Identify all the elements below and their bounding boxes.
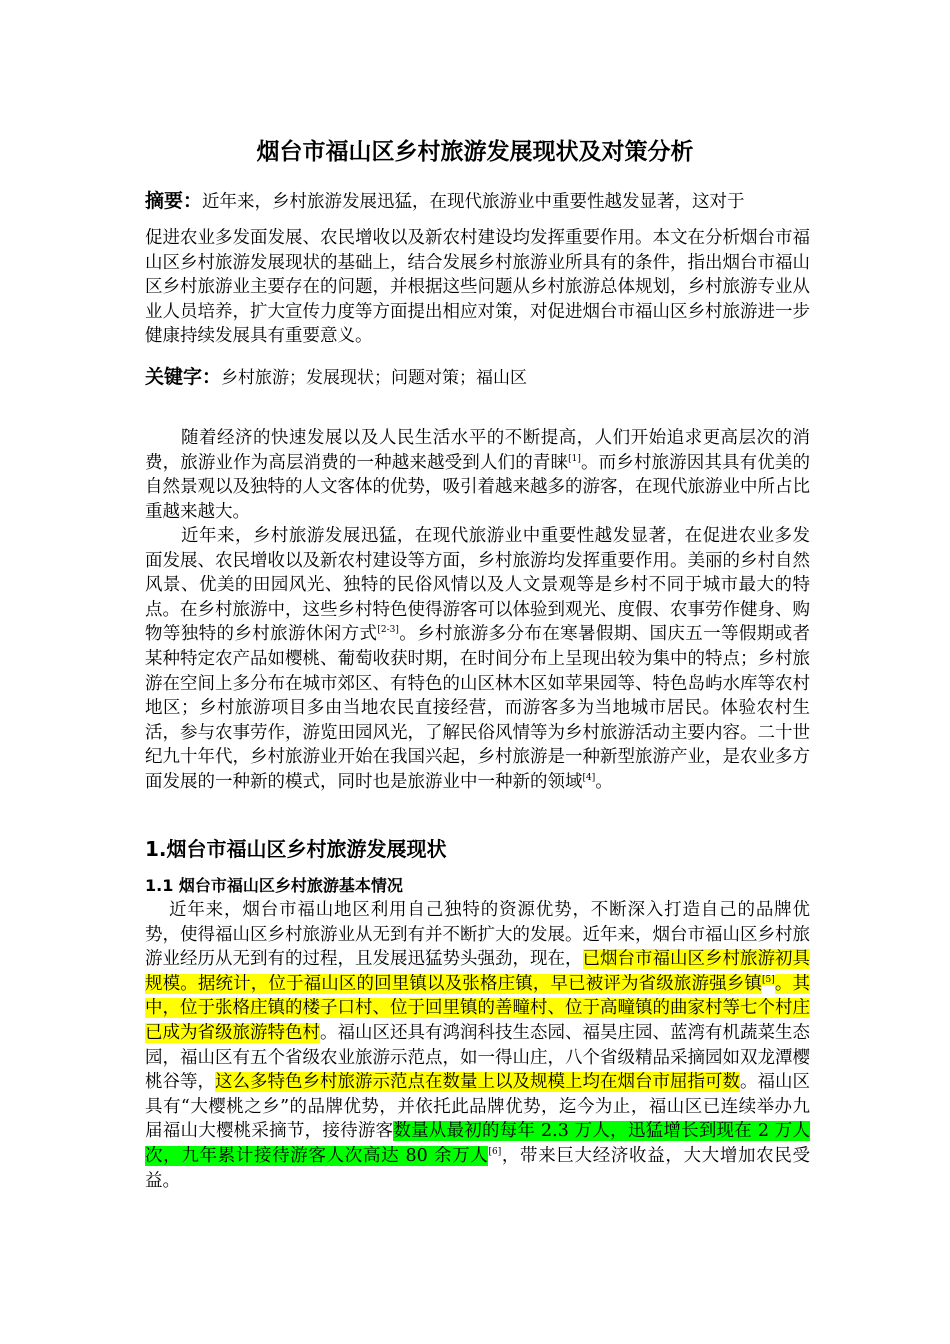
keywords-label: 关键字： (145, 366, 222, 388)
intro-p2-text-a: 近年来，乡村旅游发展迅猛，在现代旅游业中重要性越发显著，在促进农业多发面发展、农民增收以及新农村建设等方面，乡村旅游均发挥重要作用。美丽的乡村自然风景、优美的田园风光、独特的民俗风情以及人文景观等是乡村不同于城市最大的特点。在乡村旅游中，这些乡村特色使得游客可以体验到观光、度假、农事劳作健身、购物等独特的乡村旅游休闲方式 (145, 526, 810, 645)
highlight-yellow-3: 这么多特色乡村旅游示范点在数量上以及规模上均在烟台市屈指可数 (215, 1072, 740, 1093)
intro-paragraph-2 (145, 524, 810, 795)
intro-p2-text-b: 。乡村旅游多分布在寒暑假期、国庆五一等假期或者某种特定农产品如樱桃、葡萄收获时期，在时间分布上呈现出较为集中的特点；乡村旅游在空间上多分布在城市郊区、有特色的山区林木区如苹果园等、特色岛屿水库等农村地区；乡村旅游项目多由当地农民直接经营，而游客多为当地城市居民。体验农村生活，参与农事劳作，游览田园风光，了解民俗风情等为乡村旅游活动主要内容。二十世纪九十年代，乡村旅游业开始在我国兴起，乡村旅游是一种新型旅游产业，是农业多方面发展的一种新的模式，同时也是旅游业中一种新的领域 (145, 624, 811, 792)
section-heading: 1.烟台市福山区乡村旅游发展现状 (145, 837, 447, 861)
highlight-green-1: 数量从最初的每年 2.3 万人，迅猛增长到现在 2 万人次，九年累计接待游客人次高达 80 余万人 (145, 1121, 811, 1166)
abstract-body: 促进农业多发面发展、农民增收以及新农村建设均发挥重要作用。本文在分析烟台市福山区乡村旅游发展现状的基础上，结合发展乡村旅游业所具有的条件，指出烟台市福山区乡村旅游业主要存在的问题，并根据这些问题从乡村旅游总体规划，乡村旅游专业从业人员培养，扩大宣传力度等方面提出相应对策，对促进烟台市福山区乡村旅游进一步健康持续发展具有重要意义。 (145, 228, 810, 347)
intro-p1-text-a: 随着经济的快速发展以及人民生活水平的不断提高，人们开始追求更高层次的消费，旅游业作为高层消费的一种越来越受到人们的青睐 (145, 428, 810, 473)
section-text-1: 近年来，烟台市福山地区利用自己独特的资源优势，不断深入打造自己的品牌优势，使得福山区乡村旅游业从无到有并不断扩大的发展。近年来，烟台市福山区乡村旅游业经历从无到有的过程，且发展迅猛势头强劲，现在， (145, 900, 810, 970)
intro-p1-text-b: 。而乡村旅游因其具有优美的自然景观以及独特的人文客体的优势，吸引着越来越多的游客，在现代旅游业中所占比重越来越大。 (145, 452, 811, 522)
highlight-yellow-1: 已烟台市福山区乡村旅游初具规模。据统计，位于福山区的回里镇以及张格庄镇，早已被评为省级旅游强乡镇 (145, 949, 810, 994)
citation-ref: [5] (762, 974, 775, 985)
keywords-line (145, 364, 810, 391)
citation-ref: [2-3] (377, 625, 399, 636)
keywords-text: 乡村旅游；发展现状；问题对策；福山区 (221, 368, 528, 388)
abstract-first-text: 近年来，乡村旅游发展迅猛，在现代旅游业中重要性越发显著，这对于 (202, 192, 745, 212)
citation-ref: [6] (488, 1147, 502, 1158)
abstract-first-line (145, 188, 810, 215)
highlight-yellow-2: 。其中，位于张格庄镇的楼子口村、位于回里镇的善疃村、位于高疃镇的曲家村等七个村庄已成为省级旅游特色村 (145, 973, 811, 1043)
citation-ref: [1] (568, 453, 581, 464)
abstract-label: 摘要： (145, 190, 203, 212)
section-text-4: ，带来巨大经济收益，大大增加农民受益。 (145, 1145, 810, 1191)
section-paragraph (145, 898, 810, 1193)
document-title: 烟台市福山区乡村旅游发展现状及对策分析 (256, 139, 694, 165)
citation-ref: [4] (582, 773, 596, 784)
section-text-3: 。福山区具有“大樱桃之乡”的品牌优势，并依托此品牌优势，迄今为止，福山区已连续举办九届福山大樱桃采摘节，接待游客 (145, 1072, 810, 1142)
intro-p2-text-c: 。 (595, 771, 613, 792)
section-text-2: 。福山区还具有鸿润科技生态园、福昊庄园、蓝湾有机蔬菜生态园，福山区有五个省级农业旅游示范点，如一得山庄，八个省级精品采摘园如双龙潭樱桃谷等， (145, 1022, 810, 1093)
subsection-heading: 1.1 烟台市福山区乡村旅游基本情况 (145, 876, 403, 895)
intro-paragraph-1 (145, 426, 810, 524)
